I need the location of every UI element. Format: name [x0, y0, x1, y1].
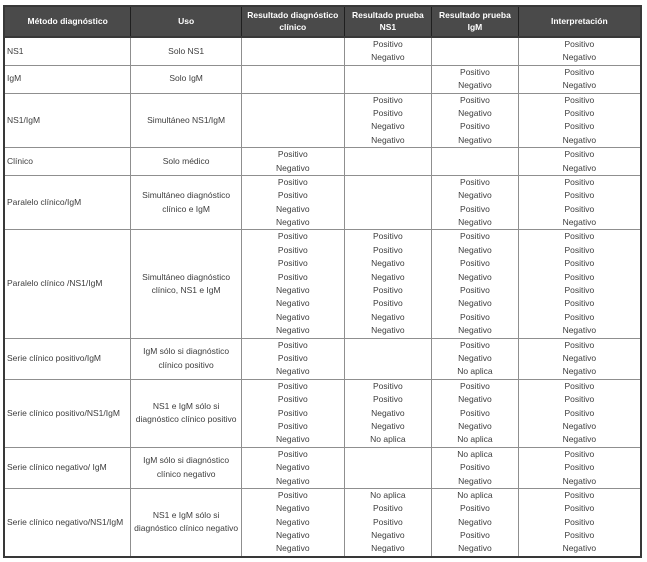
cell-clinico — [241, 148, 344, 176]
result-value: Positivo — [564, 489, 595, 500]
result-value: Negativo — [371, 311, 405, 322]
result-value: Positivo — [564, 149, 595, 160]
cell-ns1 — [344, 379, 432, 447]
cell-igm — [432, 93, 519, 148]
cell-ns1 — [344, 148, 432, 176]
result-value: Positivo — [277, 271, 308, 282]
table-row — [4, 488, 641, 556]
cell-uso: Solo IgM — [131, 65, 242, 93]
result-value: No aplica — [370, 489, 406, 500]
cell-metodo: Serie clínico negativo/NS1/IgM — [4, 488, 131, 556]
cell-clinico — [241, 338, 344, 379]
result-value: Positivo — [564, 516, 595, 527]
cell-uso: Simultáneo diagnóstico clínico, NS1 e IgM — [131, 230, 242, 338]
result-value: Positivo — [277, 489, 308, 500]
cell-metodo: Serie clínico positivo/IgM — [4, 338, 131, 379]
result-value: Positivo — [564, 121, 595, 132]
result-value: Negativo — [276, 325, 310, 336]
cell-ns1 — [344, 175, 432, 230]
result-value: Positivo — [564, 190, 595, 201]
table-row — [4, 447, 641, 488]
result-value: Positivo — [564, 285, 595, 296]
result-value: Negativo — [276, 298, 310, 309]
result-value: Negativo — [562, 352, 597, 363]
cell-igm — [432, 148, 519, 176]
result-value: Negativo — [276, 434, 310, 445]
cell-igm — [432, 230, 519, 338]
result-value: Positivo — [564, 380, 595, 391]
result-value: Positivo — [277, 190, 308, 201]
result-value: Negativo — [562, 52, 597, 63]
result-value: Positivo — [460, 94, 490, 105]
result-value: Negativo — [276, 285, 310, 296]
cell-metodo: Clínico — [4, 148, 131, 176]
cell-igm — [432, 65, 519, 93]
result-value: Negativo — [562, 162, 597, 173]
result-value: Positivo — [277, 339, 308, 350]
result-value: Positivo — [373, 298, 403, 309]
result-value: Positivo — [373, 244, 403, 255]
result-value: Negativo — [276, 217, 310, 228]
result-value: Negativo — [371, 543, 405, 554]
result-value: Positivo — [277, 394, 308, 405]
cell-clinico — [241, 379, 344, 447]
cell-ns1 — [344, 37, 432, 65]
result-value: Negativo — [276, 543, 310, 554]
table-row — [4, 148, 641, 176]
result-value: Negativo — [371, 271, 405, 282]
result-value: Positivo — [277, 352, 308, 363]
cell-interpretacion — [518, 488, 641, 556]
result-value: Positivo — [460, 231, 490, 242]
result-value: Positivo — [460, 66, 490, 77]
result-value: Positivo — [373, 394, 403, 405]
cell-uso: Simultáneo NS1/IgM — [131, 93, 242, 148]
result-value: Negativo — [458, 394, 492, 405]
result-value: Positivo — [460, 407, 490, 418]
result-value: Negativo — [562, 80, 597, 91]
cell-clinico — [241, 230, 344, 338]
result-value: Negativo — [458, 107, 492, 118]
cell-clinico — [241, 65, 344, 93]
cell-ns1 — [344, 65, 432, 93]
result-value: Positivo — [373, 231, 403, 242]
result-value: Positivo — [277, 231, 308, 242]
result-value: Negativo — [562, 434, 597, 445]
result-value: Positivo — [564, 311, 595, 322]
result-value: Positivo — [460, 258, 490, 269]
result-value: Negativo — [276, 311, 310, 322]
cell-interpretacion — [518, 230, 641, 338]
result-value: Negativo — [562, 134, 597, 145]
cell-metodo: Paralelo clínico/IgM — [4, 175, 131, 230]
result-value: Positivo — [373, 94, 403, 105]
cell-ns1 — [344, 488, 432, 556]
column-header-0: Método diagnóstico — [4, 6, 131, 37]
result-value: Positivo — [564, 94, 595, 105]
column-header-1: Uso — [131, 6, 242, 37]
result-value: Positivo — [564, 394, 595, 405]
result-value: Positivo — [564, 503, 595, 514]
result-value: Negativo — [458, 217, 492, 228]
cell-clinico — [241, 488, 344, 556]
cell-igm — [432, 175, 519, 230]
result-value: Positivo — [277, 149, 308, 160]
cell-igm — [432, 488, 519, 556]
cell-igm — [432, 379, 519, 447]
table-body — [4, 37, 641, 557]
result-value: Positivo — [460, 203, 490, 214]
result-value: Negativo — [371, 407, 405, 418]
cell-uso: IgM sólo si diagnóstico clínico negativo — [131, 447, 242, 488]
cell-interpretacion — [518, 175, 641, 230]
result-value: No aplica — [457, 366, 493, 377]
cell-metodo: Paralelo clínico /NS1/IgM — [4, 230, 131, 338]
result-value: Negativo — [458, 271, 492, 282]
result-value: Positivo — [277, 407, 308, 418]
result-value: Positivo — [564, 462, 595, 473]
result-value: Positivo — [277, 258, 308, 269]
result-value: Positivo — [277, 176, 308, 187]
result-value: Positivo — [564, 231, 595, 242]
result-value: Negativo — [276, 516, 310, 527]
result-value: Negativo — [371, 121, 405, 132]
result-value: Negativo — [276, 162, 310, 173]
result-value: Positivo — [460, 462, 490, 473]
result-value: Positivo — [277, 244, 308, 255]
table-row — [4, 65, 641, 93]
result-value: Negativo — [276, 503, 310, 514]
cell-clinico — [241, 447, 344, 488]
result-value: Positivo — [460, 121, 490, 132]
result-value: Negativo — [458, 325, 492, 336]
table-row — [4, 37, 641, 65]
result-value: Negativo — [562, 217, 597, 228]
result-value: Positivo — [373, 107, 403, 118]
column-header-2: Resultado diagnóstico clínico — [241, 6, 344, 37]
result-value: Negativo — [276, 462, 310, 473]
result-value: Negativo — [458, 80, 492, 91]
cell-metodo: NS1/IgM — [4, 93, 131, 148]
result-value: No aplica — [370, 434, 406, 445]
cell-ns1 — [344, 338, 432, 379]
header-row — [4, 6, 641, 37]
result-value: Positivo — [564, 298, 595, 309]
result-value: No aplica — [457, 434, 493, 445]
cell-metodo: NS1 — [4, 37, 131, 65]
result-value: Negativo — [371, 52, 405, 63]
result-value: Positivo — [373, 516, 403, 527]
result-value: Negativo — [371, 530, 405, 541]
result-value: Negativo — [458, 420, 492, 431]
result-value: Positivo — [460, 503, 490, 514]
result-value: Positivo — [373, 285, 403, 296]
result-value: Negativo — [562, 543, 597, 554]
result-value: Positivo — [564, 530, 595, 541]
table-row — [4, 230, 641, 338]
cell-igm — [432, 447, 519, 488]
cell-interpretacion — [518, 148, 641, 176]
table-row — [4, 175, 641, 230]
result-value: Negativo — [458, 134, 492, 145]
result-value: Positivo — [373, 380, 403, 391]
cell-clinico — [241, 37, 344, 65]
cell-igm — [432, 338, 519, 379]
result-value: Positivo — [564, 448, 595, 459]
result-value: No aplica — [457, 489, 493, 500]
result-value: Negativo — [562, 475, 597, 486]
result-value: Negativo — [458, 543, 492, 554]
result-value: Negativo — [458, 244, 492, 255]
result-value: Positivo — [564, 203, 595, 214]
result-value: No aplica — [457, 448, 493, 459]
cell-uso: Solo médico — [131, 148, 242, 176]
cell-interpretacion — [518, 379, 641, 447]
result-value: Positivo — [564, 244, 595, 255]
result-value: Negativo — [371, 420, 405, 431]
result-value: Positivo — [564, 107, 595, 118]
cell-uso: NS1 e IgM sólo si diagnóstico clínico negativo — [131, 488, 242, 556]
result-value: Negativo — [562, 420, 597, 431]
cell-uso: NS1 e IgM sólo si diagnóstico clínico positivo — [131, 379, 242, 447]
result-value: Negativo — [276, 475, 310, 486]
result-value: Positivo — [564, 271, 595, 282]
result-value: Negativo — [458, 298, 492, 309]
result-value: Positivo — [564, 39, 595, 49]
cell-interpretacion — [518, 93, 641, 148]
column-header-3: Resultado prueba NS1 — [344, 6, 432, 37]
result-value: Positivo — [460, 176, 490, 187]
result-value: Negativo — [458, 516, 492, 527]
cell-interpretacion — [518, 338, 641, 379]
table-row — [4, 338, 641, 379]
result-value: Positivo — [460, 339, 490, 350]
cell-uso: Simultáneo diagnóstico clínico e IgM — [131, 175, 242, 230]
result-value: Positivo — [564, 66, 595, 77]
result-value: Negativo — [562, 325, 597, 336]
cell-interpretacion — [518, 447, 641, 488]
result-value: Positivo — [460, 285, 490, 296]
result-value: Negativo — [371, 258, 405, 269]
result-value: Positivo — [277, 380, 308, 391]
result-value: Positivo — [564, 176, 595, 187]
cell-metodo: Serie clínico negativo/ IgM — [4, 447, 131, 488]
cell-metodo: IgM — [4, 65, 131, 93]
result-value: Negativo — [276, 203, 310, 214]
result-value: Positivo — [564, 339, 595, 350]
column-header-5: Interpretación — [518, 6, 641, 37]
result-value: Positivo — [564, 258, 595, 269]
cell-interpretacion — [518, 37, 641, 65]
cell-igm — [432, 37, 519, 65]
result-value: Positivo — [373, 503, 403, 514]
table-row — [4, 93, 641, 148]
table-row — [4, 379, 641, 447]
cell-clinico — [241, 93, 344, 148]
diagnostic-methods-table — [3, 5, 642, 558]
result-value: Positivo — [460, 530, 490, 541]
result-value: Negativo — [276, 530, 310, 541]
cell-uso: Solo NS1 — [131, 37, 242, 65]
result-value: Positivo — [277, 420, 308, 431]
result-value: Negativo — [458, 352, 492, 363]
cell-uso: IgM sólo si diagnóstico clínico positivo — [131, 338, 242, 379]
result-value: Negativo — [458, 475, 492, 486]
result-value: Negativo — [562, 366, 597, 377]
result-value: Positivo — [373, 39, 403, 49]
result-value: Positivo — [564, 407, 595, 418]
column-header-4: Resultado prueba IgM — [432, 6, 519, 37]
result-value: Positivo — [460, 311, 490, 322]
result-value: Negativo — [371, 134, 405, 145]
result-value: Positivo — [277, 448, 308, 459]
cell-ns1 — [344, 230, 432, 338]
cell-metodo: Serie clínico positivo/NS1/IgM — [4, 379, 131, 447]
cell-ns1 — [344, 447, 432, 488]
cell-clinico — [241, 175, 344, 230]
cell-ns1 — [344, 93, 432, 148]
result-value: Positivo — [460, 380, 490, 391]
result-value: Negativo — [371, 325, 405, 336]
cell-interpretacion — [518, 65, 641, 93]
result-value: Negativo — [458, 190, 492, 201]
result-value: Negativo — [276, 366, 310, 377]
